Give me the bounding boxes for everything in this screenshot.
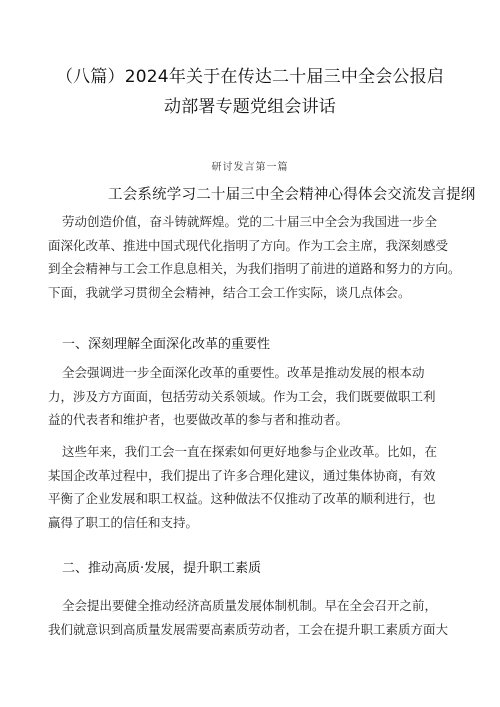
paragraph-2-line: 全会强调进一步全面深化改革的重要性。改革是推动发展的根本动 [62, 365, 425, 380]
paragraph-3-line: 赢得了职工的信任和支持。 [48, 514, 199, 530]
paragraph-3 [48, 440, 462, 534]
section-label: 研讨发言第一篇 [211, 162, 289, 173]
paragraph-1-line: 面深化改革、推进中国式现代化指明了方向。作为工会主席，我深刻感受 [48, 237, 449, 253]
paragraph-1-line: 到全会精神与工会工作息息相关，为我们指明了前进的道路和努力的方向。 [48, 261, 461, 276]
paragraph-2-line: 力，涉及方方面面，包括劳动关系领域。作为工会，我们既要做职工利 [48, 388, 436, 404]
paragraph-3-line: 平衡了企业发展和职工权益。这种做法不仅推动了改革的顺利进行，也 [48, 491, 436, 506]
document-title-line-2: 动部署专题党组会讲话 [164, 97, 336, 117]
paragraph-1-line: 劳动创造价值，奋斗铸就辉煌。党的二十届三中全会为我国进一步全 [62, 214, 438, 229]
paragraph-4-line: 全会提出要健全推动经济高质量发展体制机制。早在全会召开之前， [62, 598, 438, 613]
document-title [40, 62, 460, 122]
section-heading-2: 二、推动高质·发展，提升职工素质 [62, 561, 262, 576]
paragraph-4 [48, 594, 462, 641]
sub-title: 工会系统学习二十届三中全会精神心得体会交流发言提纲 [108, 187, 476, 203]
document-title-line-1: （八篇）2024年关于在传达二十届三中全会公报启 [55, 67, 445, 87]
paragraph-1-line: 下面，我就学习贯彻全会精神，结合工会工作实际，谈几点体会。 [48, 284, 411, 300]
paragraph-3-line: 这些年来，我们工会一直在探索如何更好地参与企业改革。比如，在 [62, 444, 438, 459]
paragraph-2-line: 益的代表者和维护者，也要做改革的参与者和推动者。 [48, 412, 349, 427]
paragraph-4-line: 我们就意识到高质量发展需要高素质劳动者，工会在提升职工素质方面大 [48, 621, 449, 637]
paragraph-3-line: 某国企改革过程中，我们提出了许多合理化建议，通过集体协商，有效 [48, 467, 436, 483]
paragraph-2 [48, 361, 462, 432]
paragraph-1 [48, 210, 462, 304]
section-heading-1: 一、深刻理解全面深化改革的重要性 [62, 337, 271, 352]
